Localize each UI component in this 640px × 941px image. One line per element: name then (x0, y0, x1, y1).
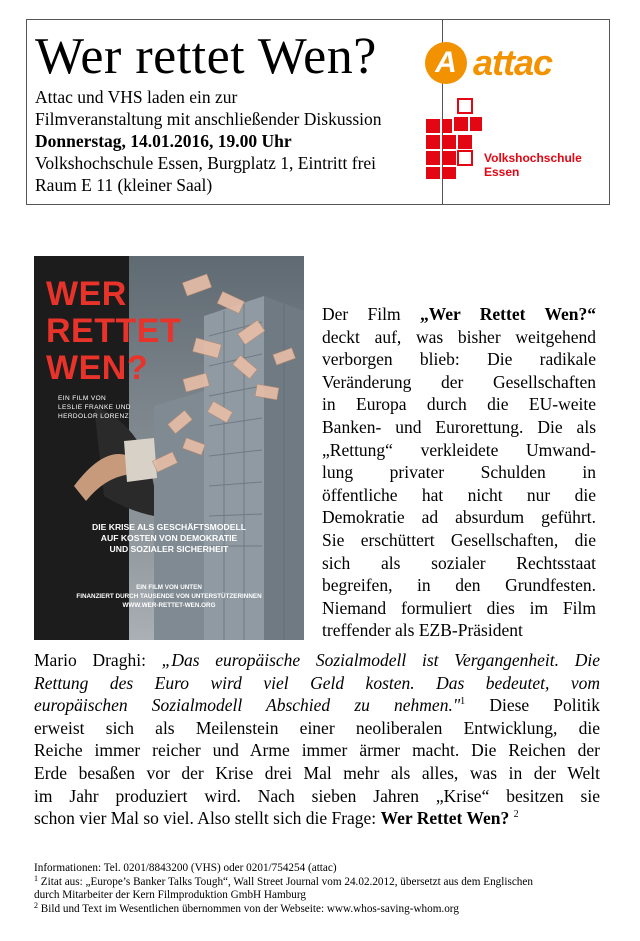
event-location: Volkshochschule Essen, Burgplatz 1, Eintritt frei (35, 153, 377, 173)
contact-info: Informationen: Tel. 0201/8843200 (VHS) oder 0201/754254 (attac) (34, 862, 337, 874)
poster-credit-line3: HERDOLOR LORENZ (58, 413, 130, 420)
poster-credit-line2: LESLIE FRANKE UND (58, 404, 131, 411)
body-line: Niemand formuliert dies im Film (322, 597, 596, 618)
draghi-quote: „Das europäische Sozialmodell ist Vergangenheit. Die (161, 650, 600, 670)
film-poster (34, 256, 304, 640)
poster-title-line3: WEN? (46, 349, 149, 387)
attac-logo (425, 42, 575, 86)
body-text-full (34, 649, 600, 830)
body-line: im Jahr produziert wird. Nach sieben Jahren „Krise“ besitzen sie (34, 785, 600, 806)
attac-logo-word: attac (473, 42, 553, 83)
event-type-line: Filmveranstaltung mit anschließender Diskussion (35, 109, 382, 129)
vhs-logo-text (484, 151, 582, 179)
poster-footer-line1: EIN FILM VON UNTEN (136, 584, 202, 591)
body-line: Rettung des Euro wird viel Geld kosten. Das bedeutet, vom (34, 672, 600, 693)
poster-credit (58, 394, 131, 421)
body-line: deckt auf, was bisher weitgehend (322, 326, 596, 347)
body-line: öffentliche hat nicht nur die (322, 484, 596, 505)
footnotes (34, 862, 610, 916)
body-line: erweist sich als Meilenstein einer neoliberalen Entwicklung, die (34, 717, 600, 738)
vhs-logo-line1: Volkshochschule (484, 151, 582, 165)
attac-logo-glyph: A (435, 46, 457, 79)
poster-tagline-line1: DIE KRISE ALS GESCHÄFTSMODELL (92, 522, 246, 532)
body-line: Banken- und Eurorettung. Die als (322, 416, 596, 437)
poster-tagline (34, 522, 304, 555)
body-line: Sie erschüttert Gesellschaften, die (322, 529, 596, 550)
body-line: sich als sozialer Rechtsstaat (322, 552, 596, 573)
poster-title (46, 276, 181, 387)
body-line: begreifen, in den Grundfesten. (322, 575, 596, 596)
body-line: schon vier Mal so viel. Also stellt sich die Frage: Wer Rettet Wen? $^2$ (34, 808, 519, 829)
poster-credit-line1: EIN FILM VON (58, 395, 107, 402)
footnote-1-cont: durch Mitarbeiter der Kern Filmproduktion GmbH Hamburg (34, 889, 306, 902)
closing-question: Wer Rettet Wen? (380, 808, 510, 829)
vhs-logo (424, 97, 594, 183)
poster-tagline-line3: UND SOZIALER SICHERHEIT (109, 544, 229, 554)
poster-title-line1: WER (46, 275, 127, 313)
event-date: Donnerstag, 14.01.2016, 19.00 Uhr (35, 131, 292, 151)
body-line: Der Film „Wer Rettet Wen?“ (322, 304, 596, 324)
footnote-ref: 2 (513, 809, 519, 821)
body-line: Demokratie ad absurdum geführt. (322, 507, 596, 528)
body-line: Mario Draghi: „Das europäische Sozialmodell ist Vergangenheit. Die (34, 650, 600, 670)
body-line: verborgen blieb: Die radikale (322, 349, 596, 370)
poster-footer-line3: WWW.WER-RETTET-WEN.ORG (122, 602, 216, 609)
film-title-mention: „Wer Rettet Wen?“ (419, 304, 596, 324)
poster-tagline-line2: AUF KOSTEN VON DEMOKRATIE (100, 533, 238, 543)
body-line: in Europa durch die EU-weite (322, 394, 596, 415)
poster-footer-line2: FINANZIERT DURCH TAUSENDE VON UNTERSTÜTZERINNEN (76, 593, 262, 600)
body-line: „Rettung“ verkleidete Umwand- (322, 439, 596, 460)
body-line: treffender als EZB-Präsident (322, 620, 523, 641)
body-line: Veränderung der Gesellschaften (322, 371, 596, 392)
body-line: europäischen Sozialmodell Abschied zu nehmen."$^1$ Diese Politik (34, 695, 600, 716)
poster-title-line2: RETTET (46, 312, 182, 350)
attac-logo-icon (425, 42, 467, 84)
footnote-1: $^1$ Zitat aus: „Europe’s Banker Talks Tough“, Wall Street Journal vom 24.02.2012, übersetzt aus dem Englischen (34, 873, 533, 888)
body-line: Erde besaßen vor der Krise drei Mal mehr als alles, was in der Welt (34, 762, 600, 783)
page-title: Wer rettet Wen? (35, 28, 377, 85)
body-line: Reiche immer reicher und Arme immer ärmer macht. Die Reichen der (34, 740, 600, 761)
footnote-2: $^2$ Bild und Text im Wesentlichen übernommen von der Webseite: www.whos-saving-whom.org (34, 900, 459, 915)
footnote-ref: 1 (460, 696, 466, 708)
vhs-logo-icon (424, 97, 484, 183)
event-room: Raum E 11 (kleiner Saal) (35, 175, 213, 195)
poster-footer (34, 583, 304, 610)
body-line: lung privater Schulden in (322, 462, 596, 483)
invitation-line: Attac und VHS laden ein zur (35, 87, 238, 107)
vhs-logo-line2: Essen (484, 165, 520, 179)
header-text (35, 20, 440, 196)
body-text-column (322, 303, 596, 642)
